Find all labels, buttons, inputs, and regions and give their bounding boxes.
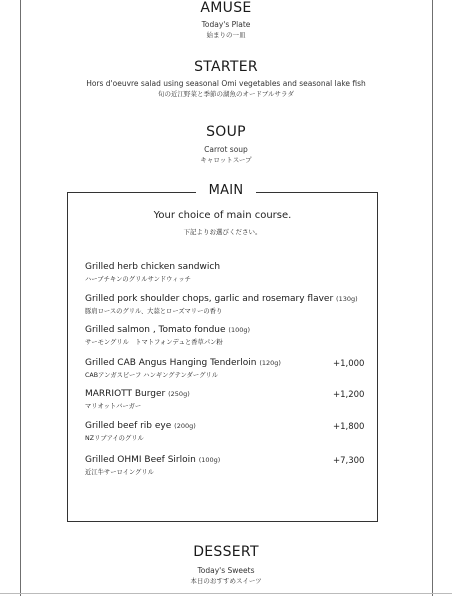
- soup-description: Carrot soup: [204, 145, 248, 154]
- dish-name: Grilled CAB Angus Hanging Tenderloin: [85, 358, 257, 368]
- starter-description: Hors d'oeuvre salad using seasonal Omi vegetables and seasonal lake fish: [86, 79, 366, 88]
- dish-name-jp: CABアンガスビーフ ハンギングテンダーグリル: [85, 372, 219, 379]
- dish-item: [85, 325, 375, 346]
- dish-name-jp: 豚肩ロースのグリル、大蒜とローズマリーの香り: [85, 308, 223, 315]
- dish-weight: (130g): [336, 295, 358, 303]
- dish-weight: (250g): [168, 390, 190, 398]
- dessert-description-jp: 本日のおすすめスイーツ: [190, 577, 262, 585]
- dish-weight: (100g): [198, 456, 221, 464]
- dish-name: Grilled OHMI Beef Sirloin: [85, 455, 196, 465]
- dish-price: +1,000: [333, 359, 365, 369]
- dish-name-jp: ハーブチキンのグリルサンドウィッチ: [85, 276, 191, 283]
- dish-item: [85, 421, 375, 442]
- page-bottom-edge: [0, 593, 452, 594]
- main-choice-text: Your choice of main course.: [153, 210, 292, 221]
- dessert-title: DESSERT: [193, 544, 259, 560]
- dish-price: +7,300: [333, 456, 365, 466]
- soup-description-jp: キャロットスープ: [200, 156, 252, 164]
- dish-item: [85, 294, 375, 315]
- dish-name-jp: NZリブアイのグリル: [85, 435, 144, 442]
- dish-item: [85, 262, 375, 283]
- dish-name: Grilled herb chicken sandwich: [85, 262, 221, 272]
- dish-name: MARRIOTT Burger: [85, 389, 166, 399]
- dessert-description: Today's Sweets: [197, 566, 255, 575]
- dish-name-jp: サーモングリル トマトフォンデュと香草パン粉: [85, 339, 223, 346]
- soup-title: SOUP: [206, 124, 246, 140]
- amuse-title: AMUSE: [200, 0, 252, 16]
- amuse-description: Today's Plate: [201, 20, 251, 29]
- dish-name: Grilled beef rib eye: [85, 421, 172, 431]
- dish-item: [85, 389, 375, 410]
- dish-name: Grilled salmon , Tomato fondue: [85, 325, 226, 335]
- dish-name: Grilled pork shoulder chops, garlic and rosemary flaver: [85, 294, 334, 304]
- dish-item: [85, 358, 375, 379]
- dish-weight: (200g): [174, 422, 196, 430]
- dish-name-jp: 近江牛サーロイングリル: [85, 469, 154, 476]
- dish-price: +1,200: [333, 390, 365, 400]
- dessert-section: [0, 544, 452, 585]
- dish-weight: (120g): [259, 359, 281, 367]
- starter-description-jp: 旬の近江野菜と季節の湖魚のオードブルサラダ: [158, 90, 294, 98]
- main-choice-text-jp: 下記よりお選びください。: [183, 228, 262, 236]
- starter-section: [0, 59, 452, 98]
- starter-title: STARTER: [194, 59, 258, 75]
- dish-name-jp: マリオットバーガー: [85, 403, 142, 410]
- soup-section: [0, 124, 452, 164]
- amuse-description-jp: 始まりの一皿: [206, 31, 246, 39]
- amuse-section: [0, 0, 452, 39]
- dish-item: [85, 455, 375, 476]
- main-title: MAIN: [196, 183, 256, 198]
- dish-price: +1,800: [333, 422, 365, 432]
- dish-weight: (100g): [228, 326, 251, 334]
